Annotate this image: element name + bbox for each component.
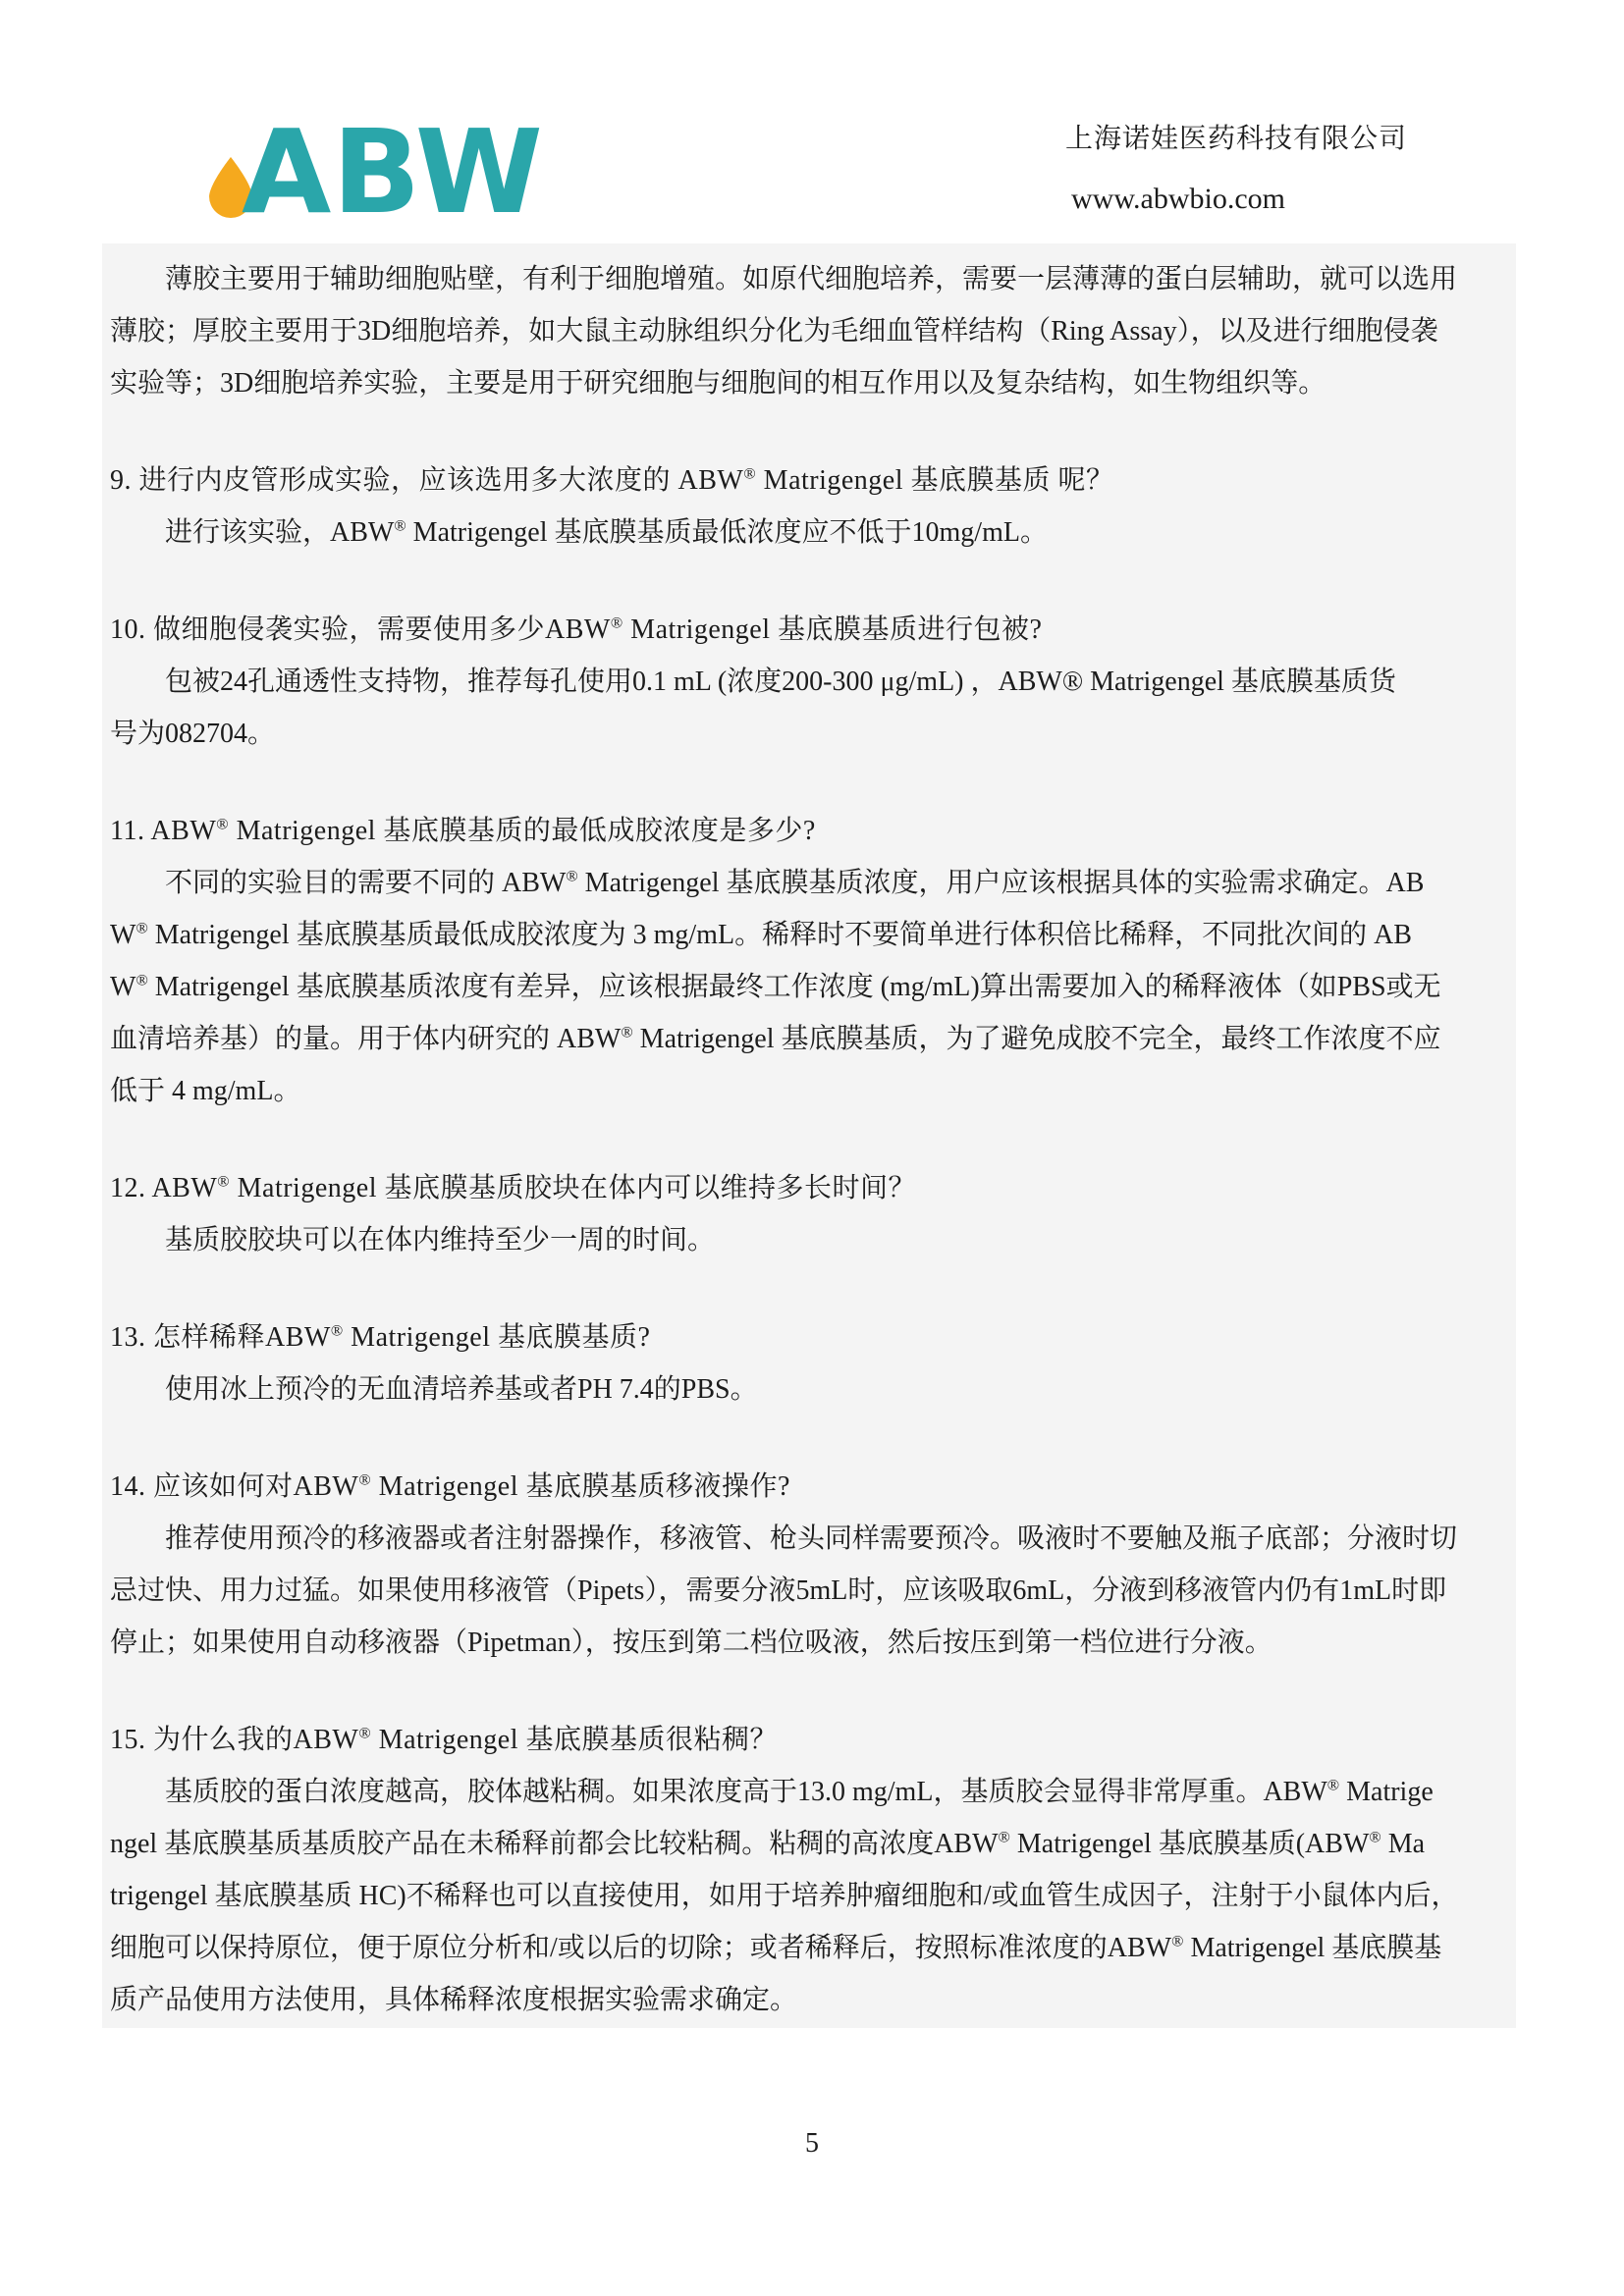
- text-line: 基质胶的蛋白浓度越高，胶体越粘稠。如果浓度高于13.0 mg/mL，基质胶会显得非常厚重。ABW® Matrige: [165, 1776, 1434, 1807]
- question-heading: 15. 为什么我的ABW® Matrigengel 基底膜基质很粘稠？: [110, 1724, 779, 1755]
- faq-section: [110, 1162, 1502, 1266]
- text-line: 停止；如果使用自动移液器（Pipetman），按压到第二档位吸液，然后按压到第一档位进行分液。: [110, 1628, 1272, 1658]
- text-line: 血清培养基）的量。用于体内研究的 ABW® Matrigengel 基底膜基质，为了避免成胶不完全，最终工作浓度不应: [110, 1023, 1441, 1054]
- question-heading: 10. 做细胞侵袭实验，需要使用多少ABW® Matrigengel 基底膜基质进行包被?: [110, 614, 1043, 645]
- text-line: 使用冰上预冷的无血清培养基或者PH 7.4的PBS。: [165, 1374, 758, 1405]
- text-line: 细胞可以保持原位，便于原位分析和/或以后的切除；或者稀释后，按照标准浓度的ABW® Matrigengel 基底膜基: [110, 1932, 1442, 1963]
- faq-section: [110, 1311, 1502, 1415]
- faq-section: [110, 1714, 1502, 2026]
- text-line: trigengel 基底膜基质 HC)不稀释也可以直接使用，如用于培养肿瘤细胞和/或血管生成因子，注射于小鼠体内后，: [110, 1881, 1459, 1911]
- faq-section: [110, 604, 1502, 760]
- text-line: 不同的实验目的需要不同的 ABW® Matrigengel 基底膜基质浓度，用户应该根据具体的实验需求确定。AB: [165, 867, 1425, 898]
- text-line: 薄胶主要用于辅助细胞贴壁，有利于细胞增殖。如原代细胞培养，需要一层薄薄的蛋白层辅助，就可以选用: [165, 264, 1458, 294]
- text-line: 低于 4 mg/mL。: [110, 1076, 301, 1106]
- question-heading: 13. 怎样稀释ABW® Matrigengel 基底膜基质?: [110, 1321, 651, 1353]
- text-line: 包被24孔通透性支持物，推荐每孔使用0.1 mL (浓度200-300 μg/mL) ，ABW® Matrigengel 基底膜基质货: [165, 667, 1396, 697]
- question-heading: 14. 应该如何对ABW® Matrigengel 基底膜基质移液操作?: [110, 1470, 790, 1502]
- text-line: 实验等；3D细胞培养实验，主要是用于研究细胞与细胞间的相互作用以及复杂结构，如生物组织等。: [110, 368, 1326, 399]
- company-logo: [206, 84, 560, 240]
- text-line: 质产品使用方法使用，具体稀释浓度根据实验需求确定。: [110, 1985, 798, 2015]
- company-name: 上海诺娃医药科技有限公司: [1065, 124, 1408, 154]
- text-line: 薄胶；厚胶主要用于3D细胞培养，如大鼠主动脉组织分化为毛细血管样结构（Ring Assay），以及进行细胞侵袭: [110, 316, 1438, 347]
- question-heading: 12. ABW® Matrigengel 基底膜基质胶块在体内可以维持多长时间？: [110, 1172, 916, 1203]
- faq-section: [110, 454, 1502, 559]
- text-line: 忌过快、用力过猛。如果使用移液管（Pipets），需要分液5mL时，应该吸取6mL，分液到移液管内仍有1mL时即: [110, 1575, 1447, 1606]
- faq-section: [110, 253, 1502, 409]
- faq-section: [110, 1461, 1502, 1669]
- logo-text: ABW: [242, 104, 544, 240]
- text-line: 推荐使用预冷的移液器或者注射器操作，移液管、枪头同样需要预冷。吸液时不要触及瓶子底部；分液时切: [165, 1523, 1458, 1554]
- text-line: W® Matrigengel 基底膜基质最低成胶浓度为 3 mg/mL。稀释时不要简单进行体积倍比稀释，不同批次间的 AB: [110, 919, 1412, 950]
- text-line: 进行该实验，ABW® Matrigengel 基底膜基质最低浓度应不低于10mg/mL。: [165, 516, 1048, 548]
- faq-section: [110, 805, 1502, 1117]
- text-line: 基质胶胶块可以在体内维持至少一周的时间。: [165, 1225, 716, 1255]
- question-heading: 11. ABW® Matrigengel 基底膜基质的最低成胶浓度是多少?: [110, 815, 816, 846]
- company-website[interactable]: www.abwbio.com: [1071, 183, 1286, 215]
- text-line: W® Matrigengel 基底膜基质浓度有差异，应该根据最终工作浓度 (mg/mL)算出需要加入的稀释液体（如PBS或无: [110, 971, 1441, 1002]
- content-area: [102, 243, 1516, 2028]
- page-number: 5: [805, 2128, 819, 2159]
- text-line: 号为082704。: [110, 719, 276, 749]
- text-line: ngel 基底膜基质基质胶产品在未稀释前都会比较粘稠。粘稠的高浓度ABW® Matrigengel 基底膜基质(ABW® Ma: [110, 1828, 1426, 1859]
- header-company-info: [1065, 122, 1407, 216]
- question-heading: 9. 进行内皮管形成实验，应该选用多大浓度的 ABW® Matrigengel 基底膜基质 呢？: [110, 464, 1114, 496]
